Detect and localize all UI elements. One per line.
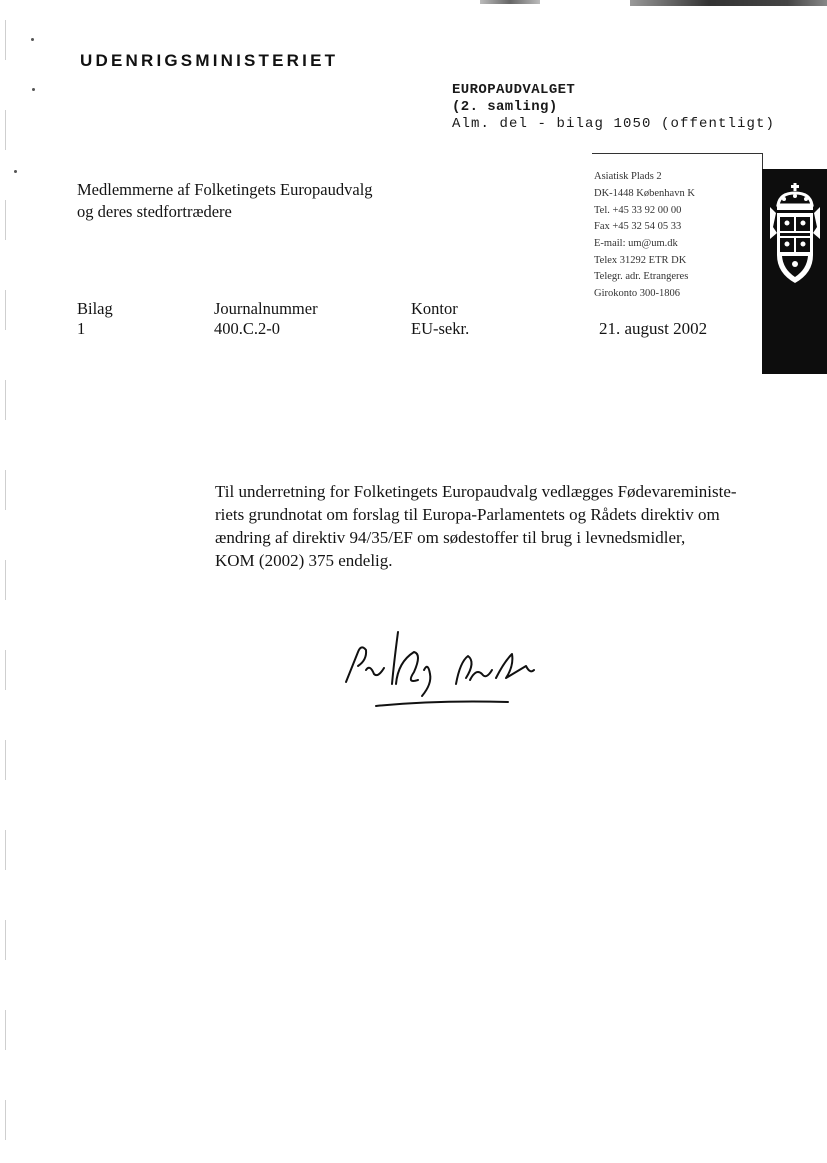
stamp-committee: EUROPAUDVALGET — [452, 82, 576, 98]
scan-speck — [32, 88, 35, 91]
body-line: KOM (2002) 375 endelig. — [215, 551, 393, 570]
handwritten-signature — [336, 622, 576, 712]
journal-label: Journalnummer — [214, 299, 318, 318]
bilag-label: Bilag — [77, 299, 113, 318]
recipient-line: og deres stedfortrædere — [77, 202, 232, 221]
address-tel: Tel. +45 33 92 00 00 — [594, 205, 682, 216]
scan-artifact — [630, 0, 827, 6]
body-line: ændring af direktiv 94/35/EF om sødestoffer til brug i levnedsmidler, — [215, 528, 686, 547]
body-line: riets grundnotat om forslag til Europa-Parlamentets og Rådets direktiv om — [215, 505, 720, 524]
kontor-value: EU-sekr. — [411, 319, 470, 338]
address-city: DK-1448 København K — [594, 188, 695, 199]
scan-artifact — [480, 0, 540, 4]
letter-date: 21. august 2002 — [599, 319, 708, 338]
stamp-reference: Alm. del - bilag 1050 (offentligt) — [452, 116, 776, 132]
address-street: Asiatisk Plads 2 — [594, 171, 662, 182]
coat-of-arms-panel — [762, 169, 827, 374]
kontor-label: Kontor — [411, 299, 458, 318]
scan-edge — [5, 20, 6, 1140]
letter-body — [215, 480, 770, 572]
coat-of-arms-icon — [770, 183, 820, 289]
scan-speck — [31, 38, 34, 41]
ministry-name: UDENRIGSMINISTERIET — [80, 51, 339, 70]
recipient-line: Medlemmerne af Folketingets Europaudvalg — [77, 180, 373, 199]
address-rule — [592, 153, 762, 154]
address-telegr: Telegr. adr. Etrangeres — [594, 271, 689, 282]
bilag-value: 1 — [77, 319, 86, 338]
scan-speck — [14, 170, 17, 173]
journal-value: 400.C.2-0 — [214, 319, 280, 338]
address-fax: Fax +45 32 54 05 33 — [594, 221, 682, 232]
address-email: E-mail: um@um.dk — [594, 238, 678, 249]
address-telex: Telex 31292 ETR DK — [594, 255, 687, 266]
stamp-session: (2. samling) — [452, 99, 558, 115]
address-giro: Girokonto 300-1806 — [594, 288, 681, 299]
body-line: Til underretning for Folketingets Europaudvalg vedlægges Fødevareministe- — [215, 482, 737, 501]
